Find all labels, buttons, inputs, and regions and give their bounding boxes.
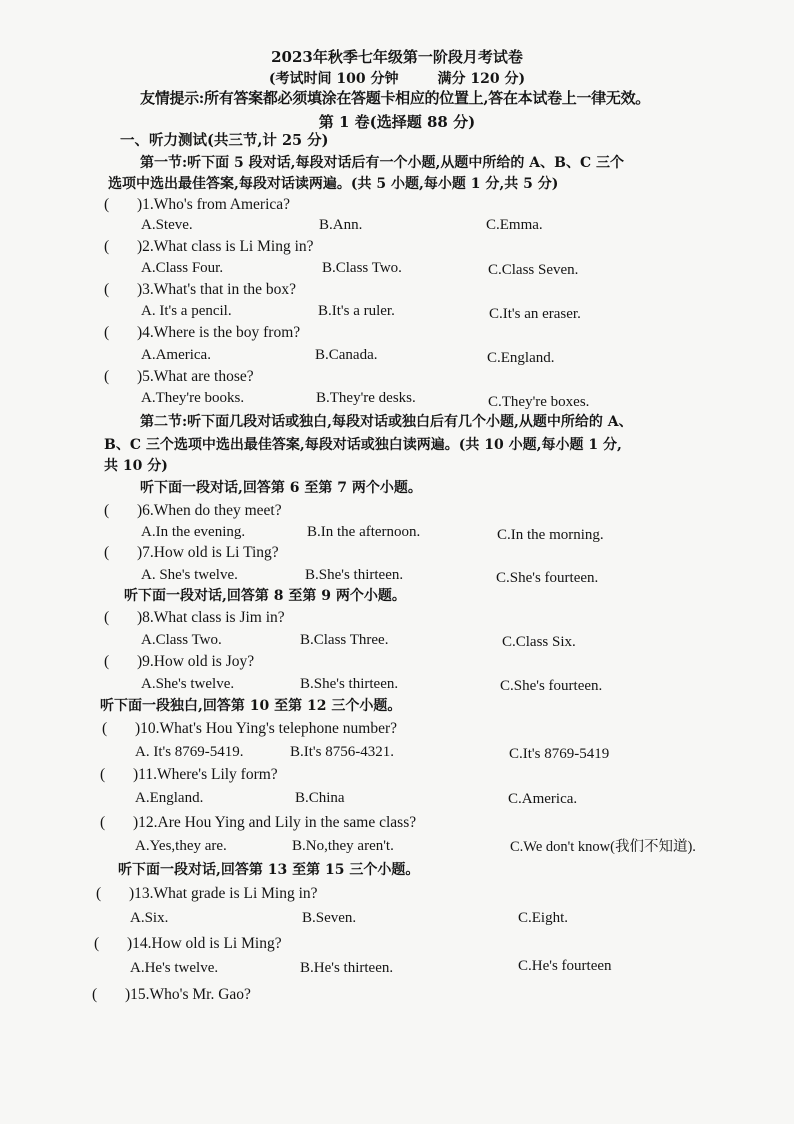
answer-blank: ( bbox=[104, 238, 110, 255]
volume-title: 第 1 卷(选择题 88 分) bbox=[318, 113, 476, 131]
option-a: A.Six. bbox=[130, 910, 169, 926]
part2-instruction-3: 共 10 分) bbox=[104, 458, 168, 474]
section-listening-title: 一、听力测试(共三节,计 25 分) bbox=[120, 132, 329, 149]
option-b: B.China bbox=[295, 790, 345, 806]
answer-blank: ( bbox=[94, 935, 100, 952]
option-c: C.It's 8769-5419 bbox=[509, 746, 610, 762]
part1-instruction-2: 选项中选出最佳答案,每段对话读两遍。(共 5 小题,每小题 1 分,共 5 分) bbox=[108, 176, 559, 192]
question-6: ( )6.When do they meet? bbox=[104, 502, 282, 519]
answer-blank: ( bbox=[100, 766, 106, 783]
question-8: ( )8.What class is Jim in? bbox=[104, 609, 285, 626]
part2-instruction-2: B、C 三个选项中选出最佳答案,每段对话或独白读两遍。(共 10 小题,每小题 1 分, bbox=[104, 437, 622, 453]
option-b: B.In the afternoon. bbox=[307, 524, 421, 540]
exam-time: (考试时间 100 分钟 bbox=[268, 71, 399, 87]
option-a: A.Class Two. bbox=[141, 632, 222, 648]
answer-blank: ( bbox=[104, 281, 110, 298]
instruction-q10-12: 听下面一段独白,回答第 10 至第 12 三个小题。 bbox=[100, 698, 402, 714]
answer-blank: ( bbox=[104, 544, 110, 561]
question-15: ( )15.Who's Mr. Gao? bbox=[92, 986, 251, 1003]
option-a: A. She's twelve. bbox=[141, 567, 238, 583]
option-b: B.Class Two. bbox=[322, 260, 402, 276]
question-4: ( )4.Where is the boy from? bbox=[104, 324, 301, 341]
option-b: B.He's thirteen. bbox=[300, 960, 394, 976]
option-b: B.Canada. bbox=[315, 347, 378, 363]
option-a: A.Steve. bbox=[141, 217, 193, 233]
part1-instruction-1: 第一节:听下面 5 段对话,每段对话后有一个小题,从题中所给的 A、B、C 三个 bbox=[140, 155, 624, 171]
question-11: ( )11.Where's Lily form? bbox=[100, 766, 278, 783]
instruction-q8-9: 听下面一段对话,回答第 8 至第 9 两个小题。 bbox=[124, 588, 406, 604]
question-10: ( )10.What's Hou Ying's telephone number? bbox=[102, 720, 398, 737]
option-b: B.Class Three. bbox=[300, 632, 389, 648]
instruction-q13-15: 听下面一段对话,回答第 13 至第 15 三个小题。 bbox=[118, 862, 420, 878]
answer-blank: ( bbox=[104, 324, 110, 341]
answer-blank: ( bbox=[104, 368, 110, 385]
option-c: C.Eight. bbox=[518, 910, 569, 926]
option-b: B.It's a ruler. bbox=[318, 303, 395, 319]
exam-info bbox=[0, 68, 794, 88]
answer-blank: ( bbox=[104, 653, 110, 670]
option-b: B.Ann. bbox=[319, 217, 363, 233]
part2-instruction-1: 第二节:听下面几段对话或独白,每段对话或独白后有几个小题,从题中所给的 A、 bbox=[140, 414, 633, 430]
question-14: ( )14.How old is Li Ming? bbox=[94, 935, 282, 952]
option-b: B.She's thirteen. bbox=[300, 676, 399, 692]
question-12: ( )12.Are Hou Ying and Lily in the same class? bbox=[100, 814, 417, 831]
option-a: A.Class Four. bbox=[141, 260, 224, 276]
option-a: A.In the evening. bbox=[141, 524, 246, 540]
option-c: C.America. bbox=[508, 791, 578, 807]
full-score: 满分 120 分) bbox=[437, 71, 526, 87]
option-c: C.Class Six. bbox=[502, 634, 576, 650]
question-9: ( )9.How old is Joy? bbox=[104, 653, 255, 670]
option-b: B.She's thirteen. bbox=[305, 567, 404, 583]
option-a: A.He's twelve. bbox=[130, 960, 219, 976]
option-c: C.She's fourteen. bbox=[496, 570, 599, 586]
option-c: C.Emma. bbox=[486, 217, 543, 233]
option-c: C.England. bbox=[487, 350, 555, 366]
friendly-tip: 友情提示:所有答案都必须填涂在答题卡相应的位置上,答在本试卷上一律无效。 bbox=[140, 89, 650, 107]
answer-blank: ( bbox=[104, 196, 110, 213]
answer-blank: ( bbox=[102, 720, 108, 737]
option-a: A.She's twelve. bbox=[141, 676, 235, 692]
option-c: C.We don't know(我们不知道). bbox=[510, 839, 696, 855]
option-a: A. It's a pencil. bbox=[141, 303, 232, 319]
option-b: B.No,they aren't. bbox=[292, 838, 394, 854]
option-b: B.They're desks. bbox=[316, 390, 416, 406]
answer-blank: ( bbox=[104, 502, 110, 519]
option-a: A.America. bbox=[141, 347, 211, 363]
exam-title: 2023年秋季七年级第一阶段月考试卷 bbox=[271, 48, 523, 66]
option-c: C.It's an eraser. bbox=[489, 306, 581, 322]
answer-blank: ( bbox=[92, 986, 98, 1003]
question-13: ( )13.What grade is Li Ming in? bbox=[96, 885, 318, 902]
option-c: C.She's fourteen. bbox=[500, 678, 603, 694]
question-3: ( )3.What's that in the box? bbox=[104, 281, 297, 298]
instruction-q6-7: 听下面一段对话,回答第 6 至第 7 两个小题。 bbox=[140, 480, 422, 496]
option-a: A.They're books. bbox=[141, 390, 245, 406]
option-c: C.They're boxes. bbox=[488, 394, 590, 410]
option-c: C.Class Seven. bbox=[488, 262, 579, 278]
question-7: ( )7.How old is Li Ting? bbox=[104, 544, 279, 561]
question-1: ( )1.Who's from America? bbox=[104, 196, 291, 213]
answer-blank: ( bbox=[104, 609, 110, 626]
answer-blank: ( bbox=[100, 814, 106, 831]
option-c: C.In the morning. bbox=[497, 527, 604, 543]
option-b: B.Seven. bbox=[302, 910, 357, 926]
option-a: A.England. bbox=[135, 790, 204, 806]
option-a: A. It's 8769-5419. bbox=[135, 744, 244, 760]
question-5: ( )5.What are those? bbox=[104, 368, 254, 385]
answer-blank: ( bbox=[96, 885, 102, 902]
option-a: A.Yes,they are. bbox=[135, 838, 227, 854]
option-c: C.He's fourteen bbox=[518, 958, 612, 974]
option-b: B.It's 8756-4321. bbox=[290, 744, 394, 760]
question-2: ( )2.What class is Li Ming in? bbox=[104, 238, 314, 255]
